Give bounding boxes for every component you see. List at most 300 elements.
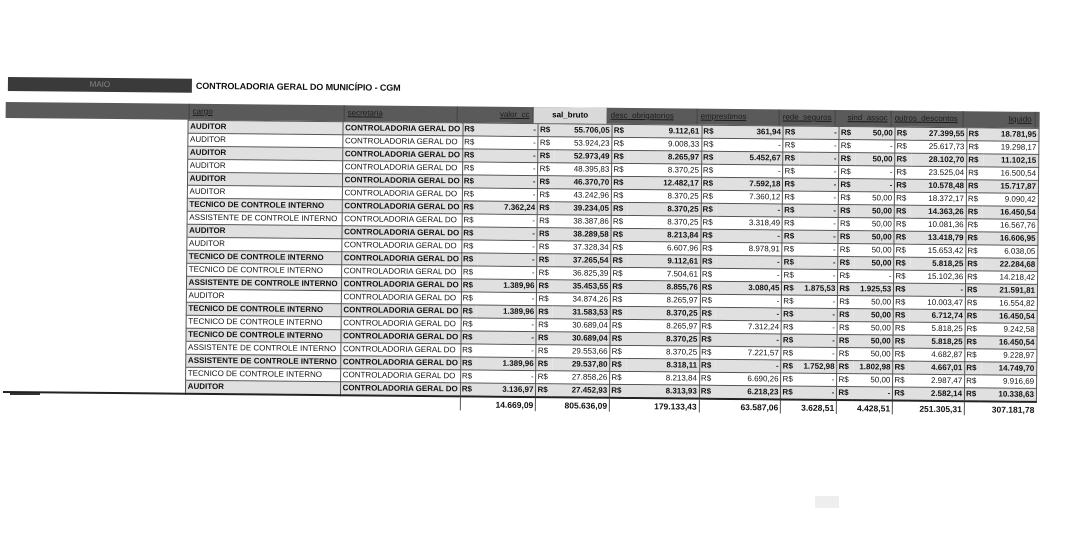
cell-seg: - — [799, 152, 839, 165]
cell-sind: 50,00 — [854, 205, 894, 218]
cell-secretaria: CONTROLADORIA GERAL DO — [342, 135, 462, 149]
header-valor-cc: valor_cc — [458, 106, 534, 123]
cell-secretaria: CONTROLADORIA GERAL DO — [340, 356, 460, 370]
cell-obrig: 8.213,84 — [627, 228, 701, 242]
cell-currency: R$ — [537, 319, 553, 332]
cell-currency: R$ — [611, 241, 627, 254]
cell-seg: - — [799, 126, 839, 139]
cell-seg: - — [799, 165, 839, 178]
cell-cargo: AUDITOR — [187, 159, 342, 173]
cell-sind: 50,00 — [854, 231, 894, 244]
cell-currency: R$ — [537, 280, 553, 293]
cell-cargo: TECNICO DE CONTROLE INTERNO — [187, 198, 342, 212]
cell-secretaria: CONTROLADORIA GERAL DO — [343, 122, 463, 136]
cell-currency: R$ — [700, 268, 716, 281]
scan-smudge — [815, 496, 839, 508]
cell-outros: 6.712,74 — [909, 309, 965, 323]
cell-currency: R$ — [839, 127, 855, 140]
cell-currency: R$ — [460, 383, 476, 397]
cell-currency: R$ — [782, 269, 798, 282]
cell-currency: R$ — [965, 362, 981, 375]
cell-cc: - — [477, 344, 537, 358]
cell-currency: R$ — [462, 162, 478, 175]
cell-seg: 1.875,53 — [798, 282, 838, 295]
cell-cargo: TECNICO DE CONTROLE INTERNO — [185, 367, 340, 381]
cell-currency: R$ — [782, 295, 798, 308]
cell-seg: - — [798, 217, 838, 230]
cell-emp: 6.218,23 — [715, 385, 781, 399]
header-secretaria: secretaria — [345, 105, 458, 122]
cell-bruto: 52.973,49 — [554, 150, 612, 164]
cell-bruto: 39.234,05 — [554, 202, 612, 216]
cell-currency: R$ — [611, 293, 627, 306]
cell-currency: R$ — [965, 297, 981, 310]
cell-currency: R$ — [894, 231, 910, 244]
cell-currency: R$ — [460, 357, 476, 370]
cell-sind: 50,00 — [853, 322, 893, 335]
cell-emp: - — [718, 138, 784, 152]
cell-currency: R$ — [893, 361, 909, 374]
cell-currency: R$ — [895, 179, 911, 192]
cell-currency: R$ — [837, 334, 853, 347]
cell-secretaria: CONTROLADORIA GERAL DO — [342, 161, 462, 175]
cell-currency: R$ — [783, 217, 799, 230]
cell-cc: 7.362,24 — [478, 201, 538, 215]
cell-liq: 16.450,54 — [981, 310, 1037, 324]
cell-liq: 14.218,42 — [982, 271, 1038, 285]
cell-outros: 10.081,36 — [910, 218, 966, 232]
cell-cargo: TECNICO DE CONTROLE INTERNO — [186, 302, 341, 316]
cell-emp: 5.452,67 — [717, 151, 783, 165]
cell-currency: R$ — [460, 370, 476, 383]
header-liquido: liquido — [964, 111, 1036, 128]
cell-currency: R$ — [893, 387, 909, 401]
cell-bruto: 48.395,83 — [554, 163, 612, 177]
cell-sind: 50,00 — [855, 127, 895, 140]
cell-currency: R$ — [781, 386, 797, 400]
cell-currency: R$ — [461, 292, 477, 305]
cell-currency: R$ — [702, 125, 718, 138]
cell-cargo: TECNICO DE CONTROLE INTERNO — [186, 328, 341, 342]
cell-currency: R$ — [966, 180, 982, 193]
cell-currency: R$ — [894, 218, 910, 231]
cell-currency: R$ — [782, 282, 798, 295]
cell-cargo: AUDITOR — [187, 146, 342, 160]
header-outros-descontos: outros_descontos — [892, 111, 964, 128]
cell-currency: R$ — [610, 332, 626, 345]
month-label: MAIO — [8, 77, 192, 93]
cell-currency: R$ — [538, 137, 554, 150]
header-cargo: cargo — [190, 104, 345, 121]
cell-emp: - — [716, 268, 782, 282]
cell-obrig: 8.213,84 — [626, 371, 700, 385]
cell-currency: R$ — [893, 335, 909, 348]
cell-emp: 8.978,91 — [717, 242, 783, 256]
cell-bruto: 43.242,96 — [554, 189, 612, 203]
cell-currency: R$ — [895, 166, 911, 179]
cell-currency: R$ — [837, 360, 853, 373]
cell-currency: R$ — [462, 240, 478, 253]
header-emprestimos: emprestimos — [698, 109, 780, 126]
cell-bruto: 29.537,80 — [552, 358, 610, 372]
cell-seg: - — [797, 321, 837, 334]
cell-cargo: AUDITOR — [187, 133, 342, 147]
cell-currency: R$ — [838, 230, 854, 243]
cell-cargo: TECNICO DE CONTROLE INTERNO — [186, 250, 341, 264]
cell-currency: R$ — [700, 281, 716, 294]
cell-currency: R$ — [893, 322, 909, 335]
cell-emp: - — [715, 359, 781, 373]
cell-currency: R$ — [783, 152, 799, 165]
cell-cargo: AUDITOR — [187, 172, 342, 186]
cell-liq: 19.298,17 — [983, 141, 1039, 155]
cell-currency: R$ — [461, 253, 477, 266]
cell-currency: R$ — [781, 334, 797, 347]
cell-bruto: 53.924,23 — [554, 137, 612, 151]
cell-liq: 18.781,95 — [983, 128, 1039, 142]
cell-cc: - — [477, 318, 537, 332]
cell-obrig: 8.370,25 — [627, 189, 701, 203]
cell-currency: R$ — [462, 227, 478, 240]
cell-currency: R$ — [536, 345, 552, 358]
cell-cc: 3.136,97 — [476, 383, 536, 397]
cell-currency: R$ — [967, 154, 983, 167]
cell-bruto: 30.689,04 — [552, 332, 610, 346]
cell-seg: - — [798, 295, 838, 308]
cell-obrig: 8.370,25 — [626, 332, 700, 346]
cell-currency: R$ — [964, 388, 980, 402]
cell-sind: 50,00 — [853, 309, 893, 322]
cell-currency: R$ — [837, 373, 853, 386]
cell-obrig: 8.265,97 — [628, 150, 702, 164]
cell-seg: - — [797, 373, 837, 386]
cell-currency: R$ — [781, 360, 797, 373]
cell-currency: R$ — [966, 193, 982, 206]
cell-obrig: 8.370,25 — [627, 215, 701, 229]
cell-cargo: AUDITOR — [187, 185, 342, 199]
cell-liq: 16.450,54 — [981, 336, 1037, 350]
cell-cc: - — [478, 175, 538, 189]
cell-bruto: 38.289,58 — [553, 228, 611, 242]
cell-cc: - — [479, 123, 539, 137]
cell-outros: 10.003,47 — [910, 296, 966, 310]
header-sal-bruto: sal_bruto — [534, 107, 608, 124]
cell-bruto: 34.874,26 — [553, 293, 611, 307]
cell-currency: R$ — [537, 306, 553, 319]
cell-currency: R$ — [700, 333, 716, 346]
cell-secretaria: CONTROLADORIA GERAL DO — [341, 278, 461, 292]
cell-emp: 6.690,26 — [715, 372, 781, 386]
cell-emp: 7.592,18 — [717, 177, 783, 191]
cell-obrig: 8.370,25 — [628, 163, 702, 177]
cell-currency: R$ — [538, 150, 554, 163]
cell-obrig: 8.313,93 — [626, 384, 700, 398]
total-outros-descontos: 251.305,31 — [893, 401, 965, 416]
cell-obrig: 8.855,76 — [627, 280, 701, 294]
cell-currency: R$ — [894, 257, 910, 270]
cell-currency: R$ — [701, 164, 717, 177]
cell-outros: 18.372,17 — [911, 192, 967, 206]
cell-liq: 16.567,76 — [982, 219, 1038, 233]
cell-cc: - — [478, 188, 538, 202]
cell-currency: R$ — [610, 345, 626, 358]
cell-currency: R$ — [462, 149, 478, 162]
cell-cc: - — [477, 292, 537, 306]
cell-secretaria: CONTROLADORIA GERAL DO — [341, 304, 461, 318]
cell-cargo: ASSISTENTE DE CONTROLE INTERNO — [185, 354, 340, 368]
cell-seg: - — [797, 334, 837, 347]
cell-currency: R$ — [461, 266, 477, 279]
cell-currency: R$ — [965, 375, 981, 388]
header-desc-obrigatorios: desc_obrigatorios — [608, 108, 698, 125]
cell-currency: R$ — [839, 191, 855, 204]
cell-currency: R$ — [611, 267, 627, 280]
cell-liq: 10.338,63 — [980, 388, 1036, 402]
cell-outros: 23.525,04 — [911, 166, 967, 180]
title-row — [8, 76, 1040, 102]
cell-currency: R$ — [538, 189, 554, 202]
cell-currency: R$ — [537, 254, 553, 267]
cell-outros: 5.818,25 — [909, 322, 965, 336]
header-seguros: rede_seguros — [780, 109, 836, 126]
cell-liq: 16.554,82 — [981, 297, 1037, 311]
total-desc-obrigatorios: 179.133,43 — [610, 398, 700, 413]
cell-currency: R$ — [782, 230, 798, 243]
cell-currency: R$ — [967, 141, 983, 154]
cell-cc: - — [479, 136, 539, 150]
cell-sind: - — [853, 387, 893, 401]
cell-currency: R$ — [966, 245, 982, 258]
cell-sind: - — [855, 140, 895, 153]
cell-currency: R$ — [783, 139, 799, 152]
cell-currency: R$ — [838, 243, 854, 256]
cell-sind: 50,00 — [853, 374, 893, 387]
cell-currency: R$ — [536, 371, 552, 384]
cell-currency: R$ — [701, 177, 717, 190]
cell-currency: R$ — [839, 140, 855, 153]
cell-obrig: 8.265,97 — [626, 319, 700, 333]
cell-bruto: 29.553,66 — [552, 345, 610, 359]
header-sind-assoc: sind_assoc — [836, 110, 892, 127]
cell-currency: R$ — [782, 321, 798, 334]
cell-bruto: 55.706,05 — [554, 124, 612, 138]
cell-cargo: AUDITOR — [188, 120, 343, 134]
cell-cc: - — [478, 162, 538, 176]
cell-currency: R$ — [781, 347, 797, 360]
cell-bruto: 27.452,93 — [552, 384, 610, 398]
cell-currency: R$ — [701, 151, 717, 164]
cell-cc: - — [478, 214, 538, 228]
cell-obrig: 6.607,96 — [627, 241, 701, 255]
scan-edge-mark — [10, 393, 40, 395]
cell-cc: 1.389,96 — [477, 279, 537, 293]
cell-secretaria: CONTROLADORIA GERAL DO — [342, 187, 462, 201]
cell-sind: 50,00 — [854, 257, 894, 270]
cell-currency: R$ — [966, 271, 982, 284]
cell-secretaria: CONTROLADORIA GERAL DO — [341, 239, 461, 253]
cell-liq: 11.102,15 — [983, 154, 1039, 168]
cell-sind: 50,00 — [854, 218, 894, 231]
cell-obrig: 8.370,25 — [627, 202, 701, 216]
cell-liq: 9.916,69 — [981, 375, 1037, 389]
cell-obrig: 9.112,61 — [628, 124, 702, 138]
cell-currency: R$ — [838, 295, 854, 308]
cell-emp: 3.318,49 — [717, 216, 783, 230]
cell-currency: R$ — [612, 124, 628, 137]
cell-outros: 4.667,01 — [909, 361, 965, 375]
cell-currency: R$ — [966, 206, 982, 219]
cell-currency: R$ — [894, 283, 910, 296]
cell-outros: 13.418,79 — [910, 231, 966, 245]
cell-obrig: 7.504,61 — [627, 267, 701, 281]
cell-currency: R$ — [966, 219, 982, 232]
cell-currency: R$ — [538, 124, 554, 137]
total-valor-cc: 14.669,09 — [460, 396, 536, 411]
cell-outros: 28.102,70 — [911, 153, 967, 167]
cell-secretaria: CONTROLADORIA GERAL DO — [341, 265, 461, 279]
cell-sind: - — [855, 166, 895, 179]
cell-currency: R$ — [612, 176, 628, 189]
cell-currency: R$ — [462, 201, 478, 214]
cell-currency: R$ — [783, 178, 799, 191]
cell-currency: R$ — [965, 349, 981, 362]
cell-currency: R$ — [838, 217, 854, 230]
cell-currency: R$ — [461, 344, 477, 357]
cell-cargo: AUDITOR — [187, 224, 342, 238]
cell-seg: - — [799, 191, 839, 204]
cell-bruto: 37.265,54 — [553, 254, 611, 268]
cell-bruto: 30.689,04 — [552, 319, 610, 333]
cell-currency: R$ — [701, 216, 717, 229]
cell-liq: 6.038,05 — [982, 245, 1038, 259]
cell-emp: 7.360,12 — [717, 190, 783, 204]
cell-currency: R$ — [894, 205, 910, 218]
cell-liq: 9.228,97 — [981, 349, 1037, 363]
cell-cc: - — [478, 240, 538, 254]
cell-obrig: 8.265,97 — [626, 293, 700, 307]
cell-currency: R$ — [611, 280, 627, 293]
cell-currency: R$ — [783, 165, 799, 178]
cell-outros: - — [910, 283, 966, 297]
cell-currency: R$ — [537, 267, 553, 280]
cell-sind: 50,00 — [855, 192, 895, 205]
cell-currency: R$ — [463, 136, 479, 149]
cell-liq: 16.606,95 — [982, 232, 1038, 246]
cell-emp: 3.080,45 — [716, 281, 782, 295]
cell-outros: 5.818,25 — [910, 257, 966, 271]
cell-outros: 10.578,48 — [911, 179, 967, 193]
cell-currency: R$ — [895, 192, 911, 205]
cell-currency: R$ — [965, 323, 981, 336]
page-title: CONTROLADORIA GERAL DO MUNICÍPIO - CGM — [195, 80, 401, 93]
cell-outros: 14.363,26 — [910, 205, 966, 219]
cell-emp: 7.312,24 — [716, 320, 782, 334]
cell-secretaria: CONTROLADORIA GERAL DO — [342, 200, 462, 214]
cell-currency: R$ — [538, 176, 554, 189]
cell-currency: R$ — [839, 204, 855, 217]
cell-cargo: TECNICO DE CONTROLE INTERNO — [186, 263, 341, 277]
cell-cc: - — [478, 227, 538, 241]
cell-sind: - — [855, 179, 895, 192]
cell-currency: R$ — [701, 203, 717, 216]
cell-outros: 15.102,36 — [910, 270, 966, 284]
cell-secretaria: CONTROLADORIA GERAL DO — [341, 317, 461, 331]
cell-outros: 4.682,87 — [909, 348, 965, 362]
cell-emp: 361,94 — [718, 125, 784, 139]
cell-currency: R$ — [838, 282, 854, 295]
cell-sind: - — [854, 270, 894, 283]
cell-currency: R$ — [839, 153, 855, 166]
cell-seg: - — [798, 256, 838, 269]
total-sind-assoc: 4.428,51 — [837, 400, 893, 415]
cell-liq: 9.090,42 — [982, 193, 1038, 207]
cell-currency: R$ — [612, 163, 628, 176]
cell-currency: R$ — [610, 319, 626, 332]
cell-currency: R$ — [536, 332, 552, 345]
cell-currency: R$ — [894, 244, 910, 257]
cell-currency: R$ — [837, 321, 853, 334]
cell-currency: R$ — [462, 214, 478, 227]
cell-cargo: ASSISTENTE DE CONTROLE INTERNO — [187, 211, 342, 225]
payroll-table — [3, 118, 1040, 416]
cell-cc: 1.389,96 — [477, 305, 537, 319]
cell-currency: R$ — [537, 293, 553, 306]
cell-currency: R$ — [783, 191, 799, 204]
cell-bruto: 27.858,26 — [552, 371, 610, 385]
cell-currency: R$ — [782, 308, 798, 321]
cell-bruto: 36.825,39 — [553, 267, 611, 281]
cell-secretaria: CONTROLADORIA GERAL DO — [342, 148, 462, 162]
cell-currency: R$ — [782, 243, 798, 256]
cell-emp: - — [716, 294, 782, 308]
cell-secretaria: CONTROLADORIA GERAL DO — [340, 343, 460, 357]
cell-emp: - — [717, 203, 783, 217]
cell-emp: - — [716, 333, 782, 347]
cell-currency: R$ — [895, 153, 911, 166]
cell-outros: 2.582,14 — [909, 387, 965, 401]
cell-cc: - — [477, 266, 537, 280]
cell-currency: R$ — [895, 127, 911, 140]
cell-currency: R$ — [461, 318, 477, 331]
cell-currency: R$ — [611, 228, 627, 241]
cell-currency: R$ — [461, 331, 477, 344]
cell-currency: R$ — [700, 294, 716, 307]
total-seguros: 3.628,51 — [781, 399, 837, 414]
cell-currency: R$ — [838, 256, 854, 269]
cell-emp: - — [716, 307, 782, 321]
cell-currency: R$ — [966, 232, 982, 245]
cell-sind: 50,00 — [855, 153, 895, 166]
cell-currency: R$ — [538, 215, 554, 228]
cell-outros: 15.653,42 — [910, 244, 966, 258]
cell-cargo: AUDITOR — [186, 237, 341, 251]
cell-obrig: 12.482,17 — [628, 176, 702, 190]
cell-currency: R$ — [612, 137, 628, 150]
cell-currency: R$ — [839, 179, 855, 192]
cell-liq: 15.717,87 — [982, 180, 1038, 194]
cell-cargo: AUDITOR — [186, 289, 341, 303]
cell-currency: R$ — [893, 374, 909, 387]
cell-currency: R$ — [536, 358, 552, 371]
cell-currency: R$ — [462, 188, 478, 201]
cell-obrig: 9.008,33 — [628, 137, 702, 151]
cell-cc: - — [478, 149, 538, 163]
cell-secretaria: CONTROLADORIA GERAL DO — [341, 252, 461, 266]
cell-sind: 50,00 — [854, 296, 894, 309]
cell-currency: R$ — [461, 305, 477, 318]
cell-currency: R$ — [611, 215, 627, 228]
cell-currency: R$ — [700, 255, 716, 268]
